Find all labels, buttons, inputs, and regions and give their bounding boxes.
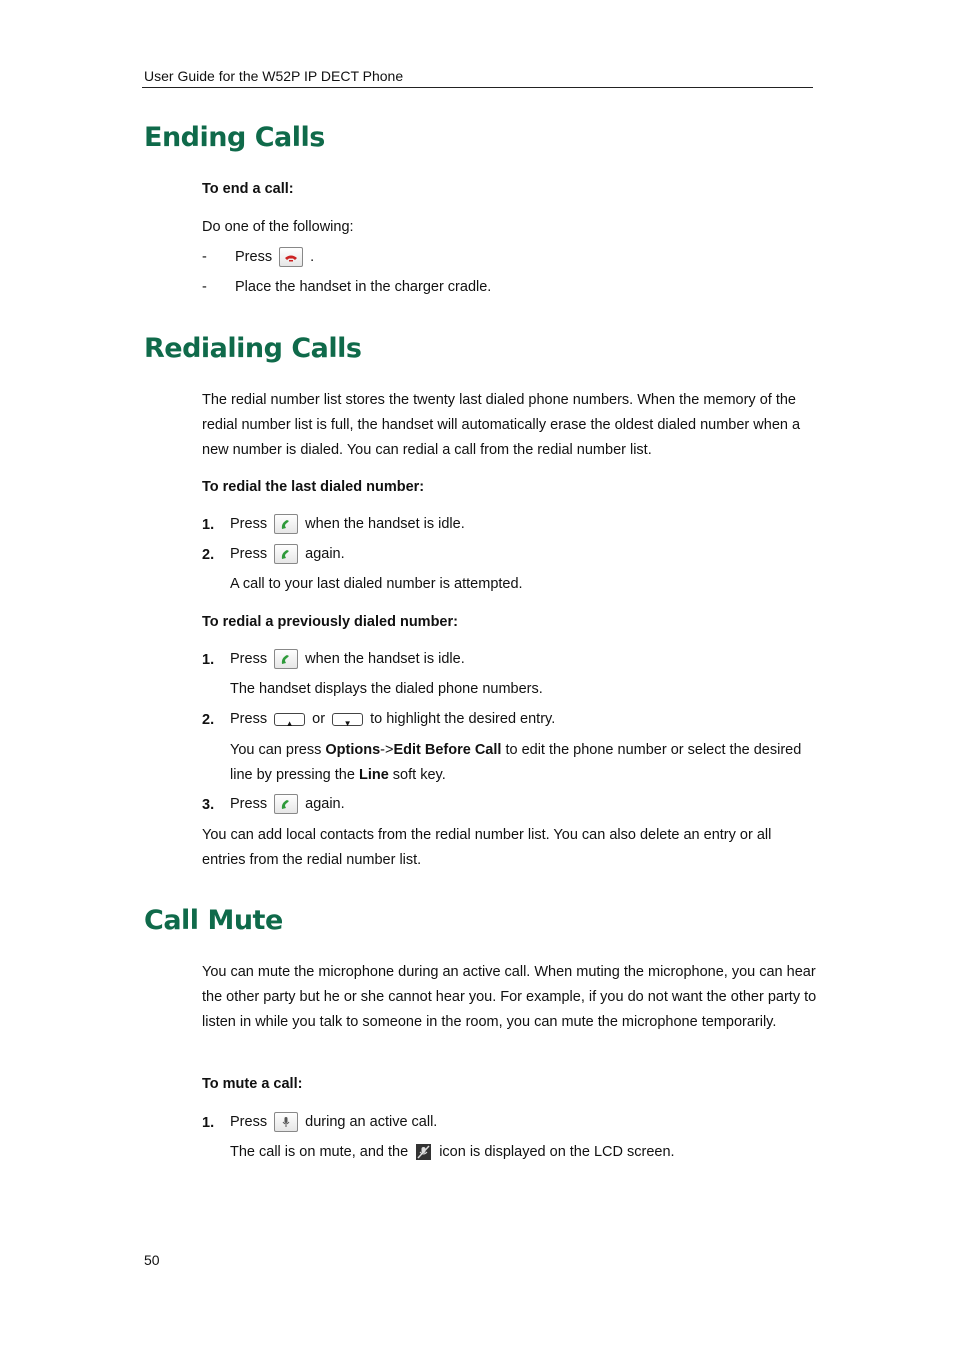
section-heading-ending-calls: Ending Calls [144,122,325,153]
bullet-press-end-key [235,245,314,270]
step-mute-1 [230,1110,437,1135]
step-number: 1. [202,517,215,533]
ending-intro: Do one of the following: [202,219,354,235]
press-label: Press [235,249,273,265]
or-label: or [312,711,326,727]
step-text: to highlight the desired entry. [370,711,556,727]
step-text: again. [305,796,345,812]
step-number: 2. [202,547,215,563]
press-label: Press [230,516,268,532]
step-text: when the handset is idle. [305,651,465,667]
step-note: The handset displays the dialed phone numbers. [230,681,543,697]
mute-description: You can mute the microphone during an active call. When muting the microphone, you can hear the other party but he or she cannot hear you. For example, if you do not want the other party to listen in while you talk to someone in the room, you can mute the microphone temporarily. [202,964,817,1030]
header-divider [142,87,813,88]
bullet-dash: - [202,249,207,265]
up-navigation-key-icon: ▲ [274,713,305,726]
step-redial-2 [230,542,345,567]
press-label: Press [230,651,268,667]
step-number: 2. [202,712,215,728]
sentence-end: . [310,249,315,265]
press-label: Press [230,711,268,727]
page-number: 50 [144,1252,160,1268]
redial-outro: You can add local contacts from the redial number list. You can also delete an entry or all entries from the redial number list. [202,827,772,868]
note-text: soft key. [388,767,446,783]
step-redial-1 [230,512,465,537]
step-number: 1. [202,1115,215,1131]
note-text: icon is displayed on the LCD screen. [439,1144,675,1160]
bullet-dash: - [202,279,207,295]
press-label: Press [230,796,268,812]
note-text: to edit the phone number or select the desired line by pressing the [230,742,802,783]
off-hook-key-icon [274,544,298,564]
arrow-text: -> [380,742,394,758]
end-call-key-icon [279,247,303,267]
step-note: A call to your last dialed number is attempted. [230,576,523,592]
bullet-charger-cradle: Place the handset in the charger cradle. [235,279,492,295]
off-hook-key-icon [274,649,298,669]
step-text: when the handset is idle. [305,516,465,532]
section-heading-redialing-calls: Redialing Calls [144,333,362,364]
task-heading-end-call: To end a call: [202,181,294,197]
task-heading-mute: To mute a call: [202,1076,303,1092]
running-header: User Guide for the W52P IP DECT Phone [144,68,404,84]
off-hook-key-icon [274,514,298,534]
step-text: during an active call. [305,1114,438,1130]
step-number: 1. [202,652,215,668]
note-text: You can press [230,742,326,758]
down-navigation-key-icon: ▼ [332,713,363,726]
press-label: Press [230,1114,268,1130]
mute-key-icon [274,1112,298,1132]
task-heading-redial-previous: To redial a previously dialed number: [202,614,458,630]
press-label: Press [230,546,268,562]
edit-before-call-label: Edit Before Call [393,742,502,758]
off-hook-key-icon [274,794,298,814]
section-heading-call-mute: Call Mute [144,905,283,936]
step-note-mute [230,1140,675,1165]
step-note-options [230,738,810,788]
redial-description: The redial number list stores the twenty last dialed phone numbers. When the memory of the redial number list is full, the handset will automatically erase the oldest dialed number when a new number is dialed. You can redial a call from the redial number list. [202,392,801,458]
step-redial-previous-2 [230,707,555,732]
step-redial-previous-3 [230,792,345,817]
mute-status-icon [416,1144,431,1160]
line-softkey-label: Line [358,767,389,783]
step-number: 3. [202,797,215,813]
note-text: The call is on mute, and the [230,1144,409,1160]
step-redial-previous-1 [230,647,465,672]
task-heading-redial-last: To redial the last dialed number: [202,479,425,495]
step-text: again. [305,546,345,562]
options-softkey-label: Options [325,742,381,758]
